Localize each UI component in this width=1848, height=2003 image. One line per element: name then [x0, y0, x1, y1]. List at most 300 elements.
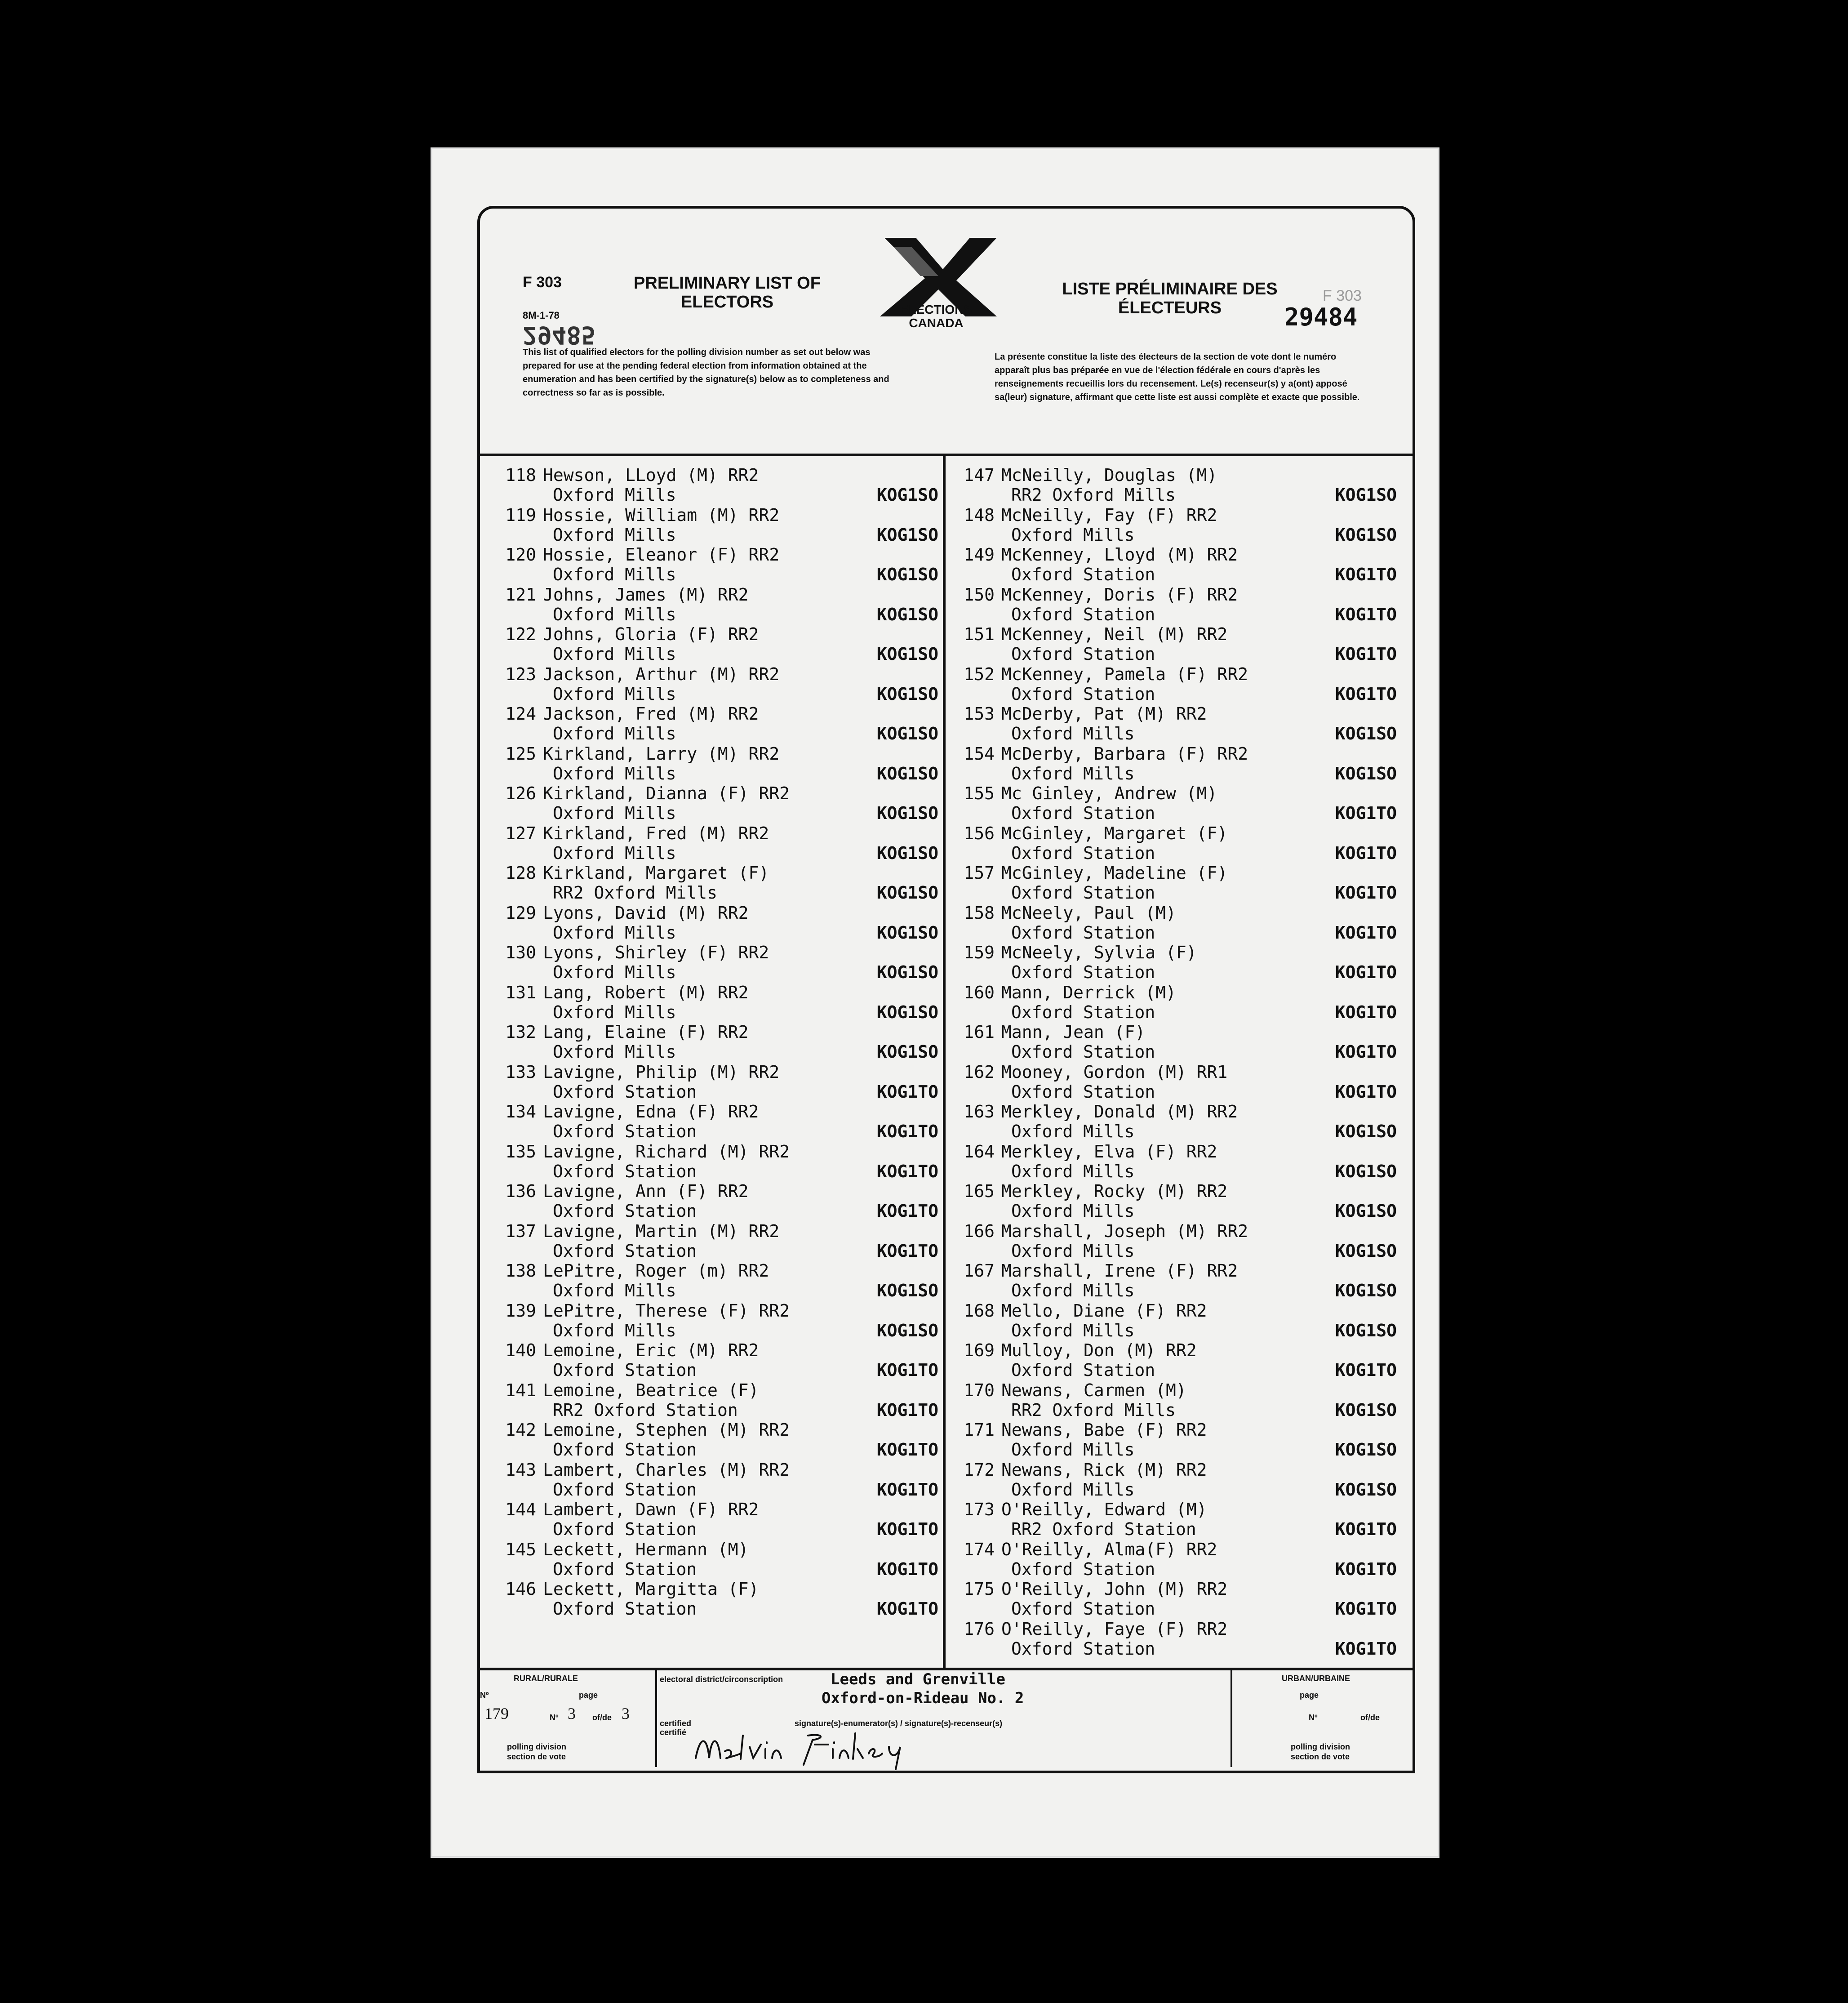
elector-number: 142 — [505, 1420, 536, 1440]
elector-address: Oxford Station — [1011, 1082, 1155, 1102]
elector-entry — [498, 465, 947, 505]
elector-address: Oxford Mills — [553, 803, 676, 823]
urban-no-label: Nº — [1309, 1713, 1318, 1722]
elector-name: McKenney, Neil (M) RR2 — [1001, 624, 1228, 644]
serial-number-mirrored: 29485 — [523, 321, 596, 349]
elector-number: 149 — [964, 545, 995, 565]
elector-number: 131 — [505, 982, 536, 1002]
elector-number: 150 — [964, 584, 995, 605]
elector-number: 144 — [505, 1500, 536, 1519]
elector-postal-code: KOG1TO — [876, 1201, 938, 1221]
elector-entry — [956, 1619, 1406, 1659]
elector-address: Oxford Mills — [1011, 1440, 1135, 1460]
elector-address: Oxford Station — [553, 1360, 697, 1380]
elector-postal-code: KOG1TO — [1335, 843, 1397, 863]
elector-name: Lang, Robert (M) RR2 — [543, 982, 749, 1002]
elector-postal-code: KOG1SO — [876, 922, 938, 943]
form-frame — [477, 206, 1415, 1773]
elector-name: McNeilly, Douglas (M) — [1001, 465, 1217, 485]
elector-name: Mann, Jean (F) — [1001, 1022, 1146, 1042]
elector-postal-code: KOG1SO — [876, 644, 938, 664]
elector-postal-code: KOG1TO — [876, 1241, 938, 1261]
elector-address: Oxford Mills — [1011, 1161, 1135, 1181]
certifie-label: certifié — [660, 1728, 687, 1737]
elector-name: Merkley, Rocky (M) RR2 — [1001, 1181, 1228, 1201]
elector-address: Oxford Station — [1011, 604, 1155, 624]
electors-column-right — [956, 465, 1406, 1659]
elector-name: Lang, Elaine (F) RR2 — [543, 1022, 749, 1042]
elector-postal-code: KOG1SO — [876, 565, 938, 584]
elector-entry — [956, 1340, 1406, 1380]
elector-number: 118 — [505, 465, 536, 485]
elector-number: 170 — [964, 1380, 995, 1400]
elector-entry — [956, 545, 1406, 585]
elector-postal-code: KOG1SO — [876, 843, 938, 863]
title-english — [615, 274, 840, 312]
elector-name: LePitre, Therese (F) RR2 — [543, 1300, 790, 1321]
elector-postal-code: KOG1TO — [876, 1559, 938, 1579]
elector-address: Oxford Mills — [1011, 1320, 1135, 1340]
elector-number: 166 — [964, 1221, 995, 1241]
polling-division-number: 179 — [484, 1705, 509, 1723]
elector-postal-code: KOG1TO — [1335, 1042, 1397, 1062]
district-label: electoral district/circonscription — [660, 1675, 783, 1684]
elector-name: LePitre, Roger (m) RR2 — [543, 1261, 769, 1281]
logo-line2: CANADA — [909, 316, 964, 330]
elector-name: McGinley, Madeline (F) — [1001, 863, 1228, 883]
elector-entry — [498, 1062, 947, 1102]
elector-postal-code: KOG1TO — [1335, 684, 1397, 704]
elector-postal-code: KOG1SO — [876, 485, 938, 505]
elector-number: 174 — [964, 1539, 995, 1559]
elector-name: Kirkland, Larry (M) RR2 — [543, 743, 780, 764]
elector-name: McNeilly, Fay (F) RR2 — [1001, 505, 1217, 525]
elector-address: Oxford Station — [553, 1082, 697, 1102]
elector-address: Oxford Mills — [1011, 763, 1135, 783]
elector-entry — [498, 1340, 947, 1380]
elector-postal-code: KOG1SO — [876, 724, 938, 743]
elector-address: Oxford Mills — [553, 922, 676, 943]
elector-number: 143 — [505, 1460, 536, 1480]
elector-entry — [498, 1579, 947, 1619]
elector-entry — [498, 1540, 947, 1580]
elector-entry — [498, 1181, 947, 1221]
elector-entry — [498, 624, 947, 664]
elector-address: Oxford Mills — [553, 604, 676, 624]
elector-name: Mooney, Gordon (M) RR1 — [1001, 1062, 1228, 1082]
form-code-mirrored: F 303 — [1323, 287, 1362, 304]
elector-number: 172 — [964, 1460, 995, 1480]
elector-postal-code: KOG1SO — [1335, 485, 1397, 505]
elector-entry — [956, 1261, 1406, 1301]
logo-line1: ELECTIONS — [900, 303, 973, 316]
elector-address: Oxford Mills — [553, 684, 676, 704]
elector-entry — [956, 1221, 1406, 1261]
elector-number: 158 — [964, 903, 995, 923]
elector-address: Oxford Mills — [553, 843, 676, 863]
elector-number: 130 — [505, 943, 536, 962]
elector-address: Oxford Mills — [553, 644, 676, 664]
elector-postal-code: KOG1SO — [876, 1281, 938, 1300]
elector-name: Merkley, Donald (M) RR2 — [1001, 1102, 1238, 1122]
elector-address: Oxford Mills — [553, 525, 676, 545]
elector-entry — [498, 704, 947, 744]
elector-address: Oxford Mills — [553, 565, 676, 584]
electors-column-left — [498, 465, 947, 1619]
elector-number: 146 — [505, 1579, 536, 1599]
elector-name: McKenney, Doris (F) RR2 — [1001, 584, 1238, 605]
elector-number: 123 — [505, 664, 536, 684]
elector-entry — [956, 783, 1406, 823]
urban-page-label: page — [1300, 1691, 1319, 1700]
elector-number: 176 — [964, 1619, 995, 1639]
elector-entry — [956, 1062, 1406, 1102]
title-french — [1044, 280, 1296, 317]
intro-text-english: This list of qualified electors for the polling division number as set out below was prepared for use at the pending federal election from information obtained at the enumeration and has been certified by the signature(s) below as to completeness and correctness so far as is possible. — [523, 347, 889, 398]
elector-entry — [956, 1181, 1406, 1221]
elector-address: Oxford Station — [1011, 1599, 1155, 1619]
elector-postal-code: KOG1TO — [1335, 1519, 1397, 1539]
urban-label: URBAN/URBAINE — [1282, 1674, 1350, 1683]
elector-address: RR2 Oxford Mills — [553, 883, 718, 903]
elector-postal-code: KOG1SO — [876, 1042, 938, 1062]
elector-number: 133 — [505, 1062, 536, 1082]
elector-address: Oxford Mills — [1011, 1201, 1135, 1221]
elector-address: Oxford Mills — [553, 485, 676, 505]
elector-entry — [498, 903, 947, 943]
elector-name: Mello, Diane (F) RR2 — [1001, 1300, 1207, 1321]
elector-number: 164 — [964, 1141, 995, 1162]
elector-address: Oxford Mills — [553, 962, 676, 982]
elector-entry — [498, 863, 947, 903]
district-name: Leeds and Grenville — [831, 1670, 1005, 1688]
elector-number: 141 — [505, 1380, 536, 1400]
elector-name: O'Reilly, Edward (M) — [1001, 1500, 1207, 1519]
elector-number: 151 — [964, 624, 995, 644]
elector-address: Oxford Mills — [1011, 1122, 1135, 1141]
elector-address: Oxford Station — [553, 1479, 697, 1500]
elector-address: Oxford Station — [553, 1519, 697, 1539]
elector-address: RR2 Oxford Station — [553, 1400, 738, 1420]
elector-entry — [498, 1102, 947, 1142]
elector-number: 138 — [505, 1261, 536, 1281]
elector-postal-code: KOG1TO — [1335, 1559, 1397, 1579]
elector-name: Jackson, Fred (M) RR2 — [543, 704, 759, 724]
elector-postal-code: KOG1TO — [876, 1599, 938, 1619]
elector-name: Marshall, Irene (F) RR2 — [1001, 1261, 1238, 1281]
elector-address: Oxford Station — [553, 1241, 697, 1261]
form-footer — [480, 1668, 1413, 1773]
elector-entry — [956, 624, 1406, 664]
elector-number: 169 — [964, 1340, 995, 1360]
elector-entry — [956, 943, 1406, 983]
elector-name: Lyons, Shirley (F) RR2 — [543, 943, 769, 962]
elector-entry — [498, 1460, 947, 1500]
elector-number: 134 — [505, 1102, 536, 1122]
elector-address: Oxford Mills — [1011, 525, 1135, 545]
elector-postal-code: KOG1TO — [1335, 1002, 1397, 1022]
elector-postal-code: KOG1TO — [876, 1122, 938, 1141]
form-header — [480, 209, 1413, 456]
elector-name: Lambert, Dawn (F) RR2 — [543, 1500, 759, 1519]
elector-number: 140 — [505, 1340, 536, 1360]
elector-name: Merkley, Elva (F) RR2 — [1001, 1141, 1217, 1162]
elector-address: Oxford Station — [1011, 843, 1155, 863]
elector-entry — [498, 664, 947, 704]
elector-entry — [956, 1022, 1406, 1062]
elector-name: McDerby, Pat (M) RR2 — [1001, 704, 1207, 724]
elector-address: Oxford Station — [1011, 803, 1155, 823]
title-french-line2: ÉLECTEURS — [1118, 298, 1222, 317]
elector-number: 147 — [964, 465, 995, 485]
form-code: F 303 — [523, 274, 562, 291]
elector-number: 135 — [505, 1141, 536, 1162]
elector-postal-code: KOG1SO — [876, 1002, 938, 1022]
elector-name: Newans, Carmen (M) — [1001, 1380, 1186, 1400]
elector-postal-code: KOG1TO — [1335, 1360, 1397, 1380]
elector-entry — [956, 505, 1406, 545]
elector-name: Lemoine, Stephen (M) RR2 — [543, 1420, 790, 1440]
no-label: Nº — [480, 1691, 489, 1700]
elector-name: Lavigne, Martin (M) RR2 — [543, 1221, 780, 1241]
elector-address: Oxford Station — [1011, 1002, 1155, 1022]
elector-entry — [498, 585, 947, 625]
elector-address: Oxford Mills — [553, 724, 676, 743]
elector-postal-code: KOG1TO — [876, 1360, 938, 1380]
elector-name: McNeely, Sylvia (F) — [1001, 943, 1197, 962]
title-english-line2: ELECTORS — [680, 293, 774, 312]
rural-label: RURAL/RURALE — [514, 1674, 578, 1683]
elector-postal-code: KOG1TO — [876, 1161, 938, 1181]
title-english-line1: PRELIMINARY LIST OF — [634, 274, 821, 293]
elector-entry — [498, 1301, 947, 1341]
elector-postal-code: KOG1TO — [1335, 1638, 1397, 1659]
elector-name: Lavigne, Philip (M) RR2 — [543, 1062, 780, 1082]
intro-text-french: La présente constitue la liste des électeurs de la section de vote dont le numéro apparaît plus bas préparée en vue de l'élection fédérale en cours d'après les renseignements recueillis lors du recensement. Le(s) recenseur(s) y a(ont) apposé sa(leur) signature, affirmant que cette liste est aussi complète et exacte que possible. — [995, 352, 1360, 402]
elector-address: Oxford Mills — [553, 1281, 676, 1300]
elector-name: O'Reilly, Alma(F) RR2 — [1001, 1539, 1217, 1559]
elector-address: Oxford Station — [1011, 922, 1155, 943]
elector-address: RR2 Oxford Mills — [1011, 1400, 1176, 1420]
elector-name: O'Reilly, John (M) RR2 — [1001, 1579, 1228, 1599]
elector-entry — [498, 744, 947, 784]
elector-address: Oxford Mills — [553, 1320, 676, 1340]
elector-name: Lambert, Charles (M) RR2 — [543, 1460, 790, 1480]
elector-number: 156 — [964, 823, 995, 843]
elector-postal-code: KOG1TO — [1335, 922, 1397, 943]
elector-entry — [956, 585, 1406, 625]
elector-entry — [498, 983, 947, 1023]
elector-name: Kirkland, Fred (M) RR2 — [543, 823, 769, 843]
elector-number: 120 — [505, 545, 536, 565]
elector-name: McNeely, Paul (M) — [1001, 903, 1176, 923]
elector-number: 124 — [505, 704, 536, 724]
page-number: 3 — [568, 1705, 576, 1723]
elector-postal-code: KOG1TO — [876, 1400, 938, 1420]
elector-entry — [956, 823, 1406, 864]
elector-address: RR2 Oxford Station — [1011, 1519, 1196, 1539]
elector-postal-code: KOG1SO — [876, 684, 938, 704]
elector-address: Oxford Mills — [553, 763, 676, 783]
elector-entry — [956, 903, 1406, 943]
elector-postal-code: KOG1TO — [876, 1519, 938, 1539]
elector-entry — [956, 1380, 1406, 1420]
elector-address: Oxford Station — [1011, 962, 1155, 982]
elector-number: 175 — [964, 1579, 995, 1599]
elector-number: 137 — [505, 1221, 536, 1241]
elector-name: Leckett, Margitta (F) — [543, 1579, 759, 1599]
elector-postal-code: KOG1SO — [876, 1320, 938, 1340]
elector-entry — [498, 1261, 947, 1301]
elector-entry — [498, 1142, 947, 1182]
elector-number: 152 — [964, 664, 995, 684]
elector-number: 162 — [964, 1062, 995, 1082]
elector-address: Oxford Station — [553, 1122, 697, 1141]
elector-number: 171 — [964, 1420, 995, 1440]
elector-name: McKenney, Lloyd (M) RR2 — [1001, 545, 1238, 565]
elector-entry — [956, 1460, 1406, 1500]
elector-entry — [956, 1142, 1406, 1182]
elector-number: 132 — [505, 1022, 536, 1042]
elector-name: Lyons, David (M) RR2 — [543, 903, 749, 923]
elector-name: McKenney, Pamela (F) RR2 — [1001, 664, 1248, 684]
elector-entry — [498, 1420, 947, 1460]
elector-address: Oxford Mills — [553, 1002, 676, 1022]
elector-number: 139 — [505, 1300, 536, 1321]
elector-number: 160 — [964, 982, 995, 1002]
elector-number: 165 — [964, 1181, 995, 1201]
elector-number: 159 — [964, 943, 995, 962]
elector-entry — [956, 465, 1406, 505]
page-total: 3 — [622, 1705, 630, 1723]
elector-number: 119 — [505, 505, 536, 525]
elector-name: Leckett, Hermann (M) — [543, 1539, 749, 1559]
elector-name: Marshall, Joseph (M) RR2 — [1001, 1221, 1248, 1241]
elector-entry — [498, 823, 947, 864]
elector-postal-code: KOG1SO — [876, 962, 938, 982]
urban-of-label: of/de — [1360, 1713, 1380, 1722]
elector-number: 148 — [964, 505, 995, 525]
elector-name: McGinley, Margaret (F) — [1001, 823, 1228, 843]
urban-polling-label-fr: section de vote — [1291, 1752, 1350, 1761]
form-date: 8M-1-78 — [523, 310, 560, 321]
elector-name: Kirkland, Margaret (F) — [543, 863, 769, 883]
elector-postal-code: KOG1SO — [1335, 1122, 1397, 1141]
elector-number: 122 — [505, 624, 536, 644]
elector-postal-code: KOG1TO — [1335, 1082, 1397, 1102]
elector-address: Oxford Station — [1011, 684, 1155, 704]
elector-address: Oxford Station — [1011, 1638, 1155, 1659]
elector-number: 161 — [964, 1022, 995, 1042]
elector-postal-code: KOG1TO — [876, 1082, 938, 1102]
elector-entry — [498, 1380, 947, 1420]
signature-label: signature(s)-enumerator(s) / signature(s)-recenseur(s) — [795, 1719, 1003, 1728]
elector-number: 128 — [505, 863, 536, 883]
elector-number: 129 — [505, 903, 536, 923]
elector-postal-code: KOG1TO — [1335, 962, 1397, 982]
elector-postal-code: KOG1SO — [876, 604, 938, 624]
elector-address: Oxford Station — [553, 1161, 697, 1181]
elector-name: Hossie, William (M) RR2 — [543, 505, 780, 525]
elector-number: 125 — [505, 743, 536, 764]
elector-postal-code: KOG1SO — [1335, 1400, 1397, 1420]
polling-label-en: polling division — [507, 1742, 566, 1751]
certified-label: certified — [660, 1719, 692, 1728]
elector-postal-code: KOG1TO — [1335, 883, 1397, 903]
elector-number: 173 — [964, 1500, 995, 1519]
elector-postal-code: KOG1SO — [1335, 1479, 1397, 1500]
elector-number: 126 — [505, 783, 536, 803]
elector-address: Oxford Mills — [1011, 1241, 1135, 1261]
elector-number: 154 — [964, 743, 995, 764]
elector-address: Oxford Station — [1011, 644, 1155, 664]
elector-postal-code: KOG1TO — [876, 1479, 938, 1500]
electors-list-page — [431, 147, 1439, 1858]
elector-name: Newans, Babe (F) RR2 — [1001, 1420, 1207, 1440]
elector-entry — [498, 505, 947, 545]
elector-entry — [956, 1301, 1406, 1341]
elector-entry — [956, 1579, 1406, 1619]
elector-name: Newans, Rick (M) RR2 — [1001, 1460, 1207, 1480]
elector-number: 127 — [505, 823, 536, 843]
elector-address: Oxford Mills — [1011, 1479, 1135, 1500]
district-subdivision: Oxford-on-Rideau No. 2 — [822, 1689, 1024, 1707]
elector-entry — [956, 744, 1406, 784]
elector-entry — [498, 1500, 947, 1540]
urban-box — [1231, 1670, 1410, 1767]
electors-list — [480, 456, 1413, 1668]
elector-name: Johns, James (M) RR2 — [543, 584, 749, 605]
elector-address: Oxford Station — [553, 1559, 697, 1579]
elector-number: 157 — [964, 863, 995, 883]
elector-postal-code: KOG1TO — [1335, 565, 1397, 584]
urban-polling-label-en: polling division — [1291, 1742, 1350, 1751]
page-label: page — [579, 1691, 598, 1700]
rural-box — [480, 1670, 657, 1767]
elector-postal-code: KOG1TO — [876, 1440, 938, 1460]
elector-number: 168 — [964, 1300, 995, 1321]
polling-label-fr: section de vote — [507, 1752, 566, 1761]
enumerator-signature-icon — [691, 1727, 925, 1772]
elector-address: Oxford Mills — [553, 1042, 676, 1062]
elector-postal-code: KOG1SO — [876, 883, 938, 903]
elector-postal-code: KOG1SO — [1335, 724, 1397, 743]
elector-name: Kirkland, Dianna (F) RR2 — [543, 783, 790, 803]
elector-name: Johns, Gloria (F) RR2 — [543, 624, 759, 644]
elector-name: Lavigne, Edna (F) RR2 — [543, 1102, 759, 1122]
elector-number: 155 — [964, 783, 995, 803]
elector-entry — [956, 1540, 1406, 1580]
elector-postal-code: KOG1SO — [876, 803, 938, 823]
elector-address: Oxford Station — [553, 1599, 697, 1619]
elector-entry — [956, 983, 1406, 1023]
elector-postal-code: KOG1SO — [1335, 1161, 1397, 1181]
elector-postal-code: KOG1SO — [1335, 1320, 1397, 1340]
logo-text — [878, 303, 995, 330]
elector-address: Oxford Station — [553, 1440, 697, 1460]
elector-postal-code: KOG1SO — [1335, 1440, 1397, 1460]
title-french-line1: LISTE PRÉLIMINAIRE DES — [1062, 280, 1278, 298]
elector-address: RR2 Oxford Mills — [1011, 485, 1176, 505]
elector-name: Hossie, Eleanor (F) RR2 — [543, 545, 780, 565]
elector-postal-code: KOG1SO — [1335, 1201, 1397, 1221]
elector-entry — [956, 704, 1406, 744]
elector-address: Oxford Station — [553, 1201, 697, 1221]
of-label: of/de — [592, 1713, 612, 1722]
elector-postal-code: KOG1SO — [1335, 525, 1397, 545]
elector-address: Oxford Station — [1011, 1042, 1155, 1062]
elector-postal-code: KOG1SO — [1335, 1241, 1397, 1261]
